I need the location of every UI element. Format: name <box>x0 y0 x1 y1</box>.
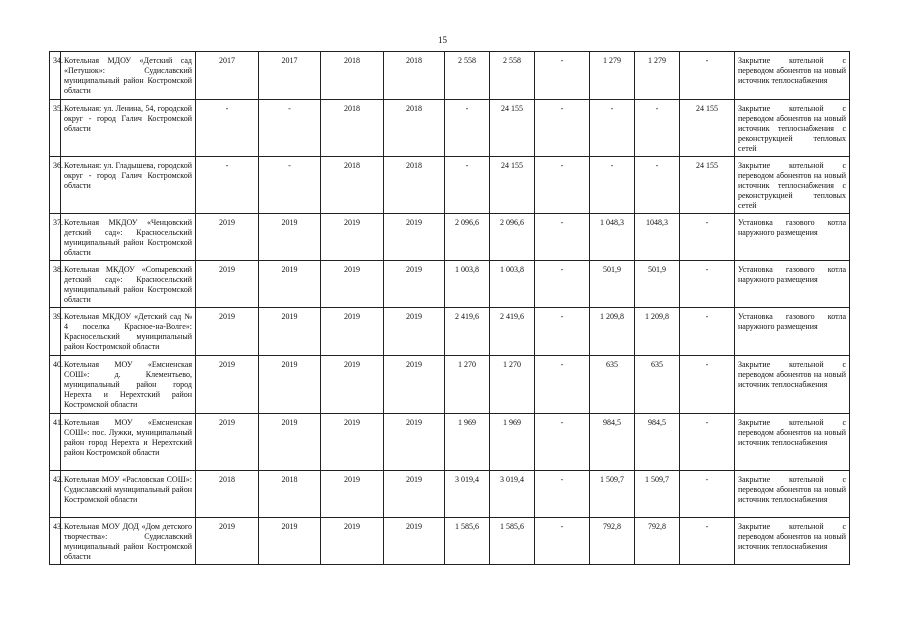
table-row <box>50 471 850 518</box>
value-cell-c9: 1 279 <box>635 52 680 100</box>
value-cell-c4: 2019 <box>384 471 445 518</box>
page-number: 15 <box>438 35 447 45</box>
value-cell-c6: 3 019,4 <box>490 471 535 518</box>
value-cell-c10: - <box>680 52 735 100</box>
value-cell-c3: 2019 <box>321 308 384 356</box>
value-cell-c9: 1 509,7 <box>635 471 680 518</box>
value-cell-c1: 2019 <box>196 308 259 356</box>
value-cell-c6: 2 096,6 <box>490 214 535 261</box>
value-cell-c8: - <box>590 100 635 157</box>
value-cell-c7: - <box>535 518 590 565</box>
table-row <box>50 52 850 100</box>
measure-note-cell: Установка газового котла наружного размещения <box>735 261 850 308</box>
value-cell-c9: - <box>635 100 680 157</box>
value-cell-c4: 2019 <box>384 261 445 308</box>
value-cell-c9: 984,5 <box>635 414 680 471</box>
boiler-name-cell: Котельная МОУ «Емсненская СОШ»: д. Клементьево, муниципальный район город Нерехта и Нерехтский район Костромской области <box>61 356 196 414</box>
value-cell-c5: 1 585,6 <box>445 518 490 565</box>
value-cell-c8: 1 048,3 <box>590 214 635 261</box>
value-cell-c10: - <box>680 414 735 471</box>
measure-note-cell: Закрытие котельной с переводом абонентов на новый источник теплоснабжения <box>735 52 850 100</box>
value-cell-c9: 635 <box>635 356 680 414</box>
value-cell-c1: 2019 <box>196 414 259 471</box>
boiler-name-cell: Котельная МКДОУ «Сопыревский детский сад»: Красносельский муниципальный район Костромской области <box>61 261 196 308</box>
row-number-cell: 39. <box>50 308 61 356</box>
measure-note-cell: Закрытие котельной с переводом абонентов на новый источник теплоснабжения с реконструкцией тепловых сетей <box>735 100 850 157</box>
value-cell-c6: 1 585,6 <box>490 518 535 565</box>
value-cell-c1: 2018 <box>196 471 259 518</box>
value-cell-c10: - <box>680 214 735 261</box>
value-cell-c5: - <box>445 100 490 157</box>
table-row <box>50 356 850 414</box>
value-cell-c6: 1 270 <box>490 356 535 414</box>
measure-note-cell: Закрытие котельной с переводом абонентов на новый источник теплоснабжения <box>735 518 850 565</box>
value-cell-c8: 792,8 <box>590 518 635 565</box>
value-cell-c9: 792,8 <box>635 518 680 565</box>
value-cell-c8: 984,5 <box>590 414 635 471</box>
value-cell-c9: 501,9 <box>635 261 680 308</box>
value-cell-c4: 2018 <box>384 100 445 157</box>
value-cell-c2: - <box>259 100 321 157</box>
value-cell-c7: - <box>535 308 590 356</box>
value-cell-c9: - <box>635 157 680 214</box>
value-cell-c2: 2019 <box>259 356 321 414</box>
value-cell-c1: 2019 <box>196 518 259 565</box>
value-cell-c7: - <box>535 471 590 518</box>
value-cell-c3: 2019 <box>321 356 384 414</box>
value-cell-c9: 1 209,8 <box>635 308 680 356</box>
value-cell-c6: 1 003,8 <box>490 261 535 308</box>
value-cell-c10: - <box>680 356 735 414</box>
table-body <box>50 52 850 565</box>
table-row <box>50 518 850 565</box>
measure-note-cell: Закрытие котельной с переводом абонентов на новый источник теплоснабжения с реконструкцией тепловых сетей <box>735 157 850 214</box>
table-row <box>50 308 850 356</box>
value-cell-c10: - <box>680 308 735 356</box>
value-cell-c2: 2019 <box>259 414 321 471</box>
value-cell-c8: 1 279 <box>590 52 635 100</box>
value-cell-c2: 2017 <box>259 52 321 100</box>
value-cell-c8: 635 <box>590 356 635 414</box>
value-cell-c3: 2018 <box>321 52 384 100</box>
boiler-table <box>49 51 850 565</box>
value-cell-c7: - <box>535 52 590 100</box>
table-row <box>50 214 850 261</box>
value-cell-c6: 1 969 <box>490 414 535 471</box>
row-number-cell: 42. <box>50 471 61 518</box>
boiler-name-cell: Котельная МКДОУ «Детский сад № 4 поселка Красное-на-Волге»: Красносельский муниципальный район Костромской области <box>61 308 196 356</box>
table-row <box>50 157 850 214</box>
row-number-cell: 38. <box>50 261 61 308</box>
value-cell-c3: 2019 <box>321 261 384 308</box>
measure-note-cell: Установка газового котла наружного размещения <box>735 214 850 261</box>
measure-note-cell: Установка газового котла наружного размещения <box>735 308 850 356</box>
value-cell-c4: 2018 <box>384 157 445 214</box>
value-cell-c3: 2019 <box>321 214 384 261</box>
value-cell-c1: 2019 <box>196 356 259 414</box>
value-cell-c7: - <box>535 100 590 157</box>
value-cell-c8: 1 509,7 <box>590 471 635 518</box>
value-cell-c7: - <box>535 261 590 308</box>
value-cell-c5: 2 419,6 <box>445 308 490 356</box>
value-cell-c10: 24 155 <box>680 100 735 157</box>
row-number-cell: 35. <box>50 100 61 157</box>
row-number-cell: 41. <box>50 414 61 471</box>
value-cell-c5: - <box>445 157 490 214</box>
boiler-name-cell: Котельная МОУ «Расловская СОШ»: Судиславский муниципальный район Костромской области <box>61 471 196 518</box>
value-cell-c4: 2018 <box>384 52 445 100</box>
value-cell-c5: 3 019,4 <box>445 471 490 518</box>
value-cell-c5: 1 969 <box>445 414 490 471</box>
boiler-name-cell: Котельная МОУ ДОД «Дом детского творчества»: Судиславский муниципальный район Костромской области <box>61 518 196 565</box>
boiler-name-cell: Котельная МДОУ «Детский сад «Петушок»: Судиславский муниципальный район Костромской области <box>61 52 196 100</box>
value-cell-c2: 2018 <box>259 471 321 518</box>
boiler-name-cell: Котельная: ул. Ленина, 54, городской округ - город Галич Костромской области <box>61 100 196 157</box>
row-number-cell: 37. <box>50 214 61 261</box>
value-cell-c2: 2019 <box>259 214 321 261</box>
boiler-name-cell: Котельная МКДОУ «Ченцовский детский сад»: Красносельский муниципальный район Костромской области <box>61 214 196 261</box>
value-cell-c2: - <box>259 157 321 214</box>
value-cell-c7: - <box>535 214 590 261</box>
value-cell-c10: - <box>680 261 735 308</box>
value-cell-c1: 2019 <box>196 261 259 308</box>
value-cell-c4: 2019 <box>384 214 445 261</box>
boiler-name-cell: Котельная МОУ «Емсненская СОШ»: пос. Лужки, муниципальный район город Нерехта и Нерехтский район Костромской области <box>61 414 196 471</box>
row-number-cell: 43. <box>50 518 61 565</box>
value-cell-c3: 2018 <box>321 100 384 157</box>
value-cell-c4: 2019 <box>384 308 445 356</box>
value-cell-c2: 2019 <box>259 518 321 565</box>
value-cell-c2: 2019 <box>259 308 321 356</box>
value-cell-c10: - <box>680 518 735 565</box>
value-cell-c6: 24 155 <box>490 100 535 157</box>
value-cell-c3: 2019 <box>321 414 384 471</box>
value-cell-c4: 2019 <box>384 414 445 471</box>
value-cell-c1: 2017 <box>196 52 259 100</box>
table-row <box>50 100 850 157</box>
value-cell-c3: 2019 <box>321 518 384 565</box>
value-cell-c8: 501,9 <box>590 261 635 308</box>
value-cell-c2: 2019 <box>259 261 321 308</box>
value-cell-c5: 1 003,8 <box>445 261 490 308</box>
row-number-cell: 36. <box>50 157 61 214</box>
value-cell-c6: 24 155 <box>490 157 535 214</box>
value-cell-c8: - <box>590 157 635 214</box>
value-cell-c5: 2 096,6 <box>445 214 490 261</box>
row-number-cell: 40. <box>50 356 61 414</box>
table-row <box>50 414 850 471</box>
value-cell-c4: 2019 <box>384 518 445 565</box>
table-row <box>50 261 850 308</box>
value-cell-c3: 2019 <box>321 471 384 518</box>
value-cell-c7: - <box>535 356 590 414</box>
row-number-cell: 34. <box>50 52 61 100</box>
value-cell-c6: 2 419,6 <box>490 308 535 356</box>
value-cell-c5: 1 270 <box>445 356 490 414</box>
value-cell-c5: 2 558 <box>445 52 490 100</box>
value-cell-c10: - <box>680 471 735 518</box>
measure-note-cell: Закрытие котельной с переводом абонентов на новый источник теплоснабжения <box>735 414 850 471</box>
value-cell-c3: 2018 <box>321 157 384 214</box>
value-cell-c8: 1 209,8 <box>590 308 635 356</box>
boiler-name-cell: Котельная: ул. Гладышева, городской округ - город Галич Костромской области <box>61 157 196 214</box>
value-cell-c10: 24 155 <box>680 157 735 214</box>
value-cell-c1: - <box>196 157 259 214</box>
value-cell-c1: 2019 <box>196 214 259 261</box>
value-cell-c6: 2 558 <box>490 52 535 100</box>
measure-note-cell: Закрытие котельной с переводом абонентов на новый источник теплоснабжения <box>735 471 850 518</box>
value-cell-c1: - <box>196 100 259 157</box>
value-cell-c7: - <box>535 414 590 471</box>
value-cell-c9: 1048,3 <box>635 214 680 261</box>
value-cell-c7: - <box>535 157 590 214</box>
value-cell-c4: 2019 <box>384 356 445 414</box>
measure-note-cell: Закрытие котельной с переводом абонентов на новый источник теплоснабжения <box>735 356 850 414</box>
